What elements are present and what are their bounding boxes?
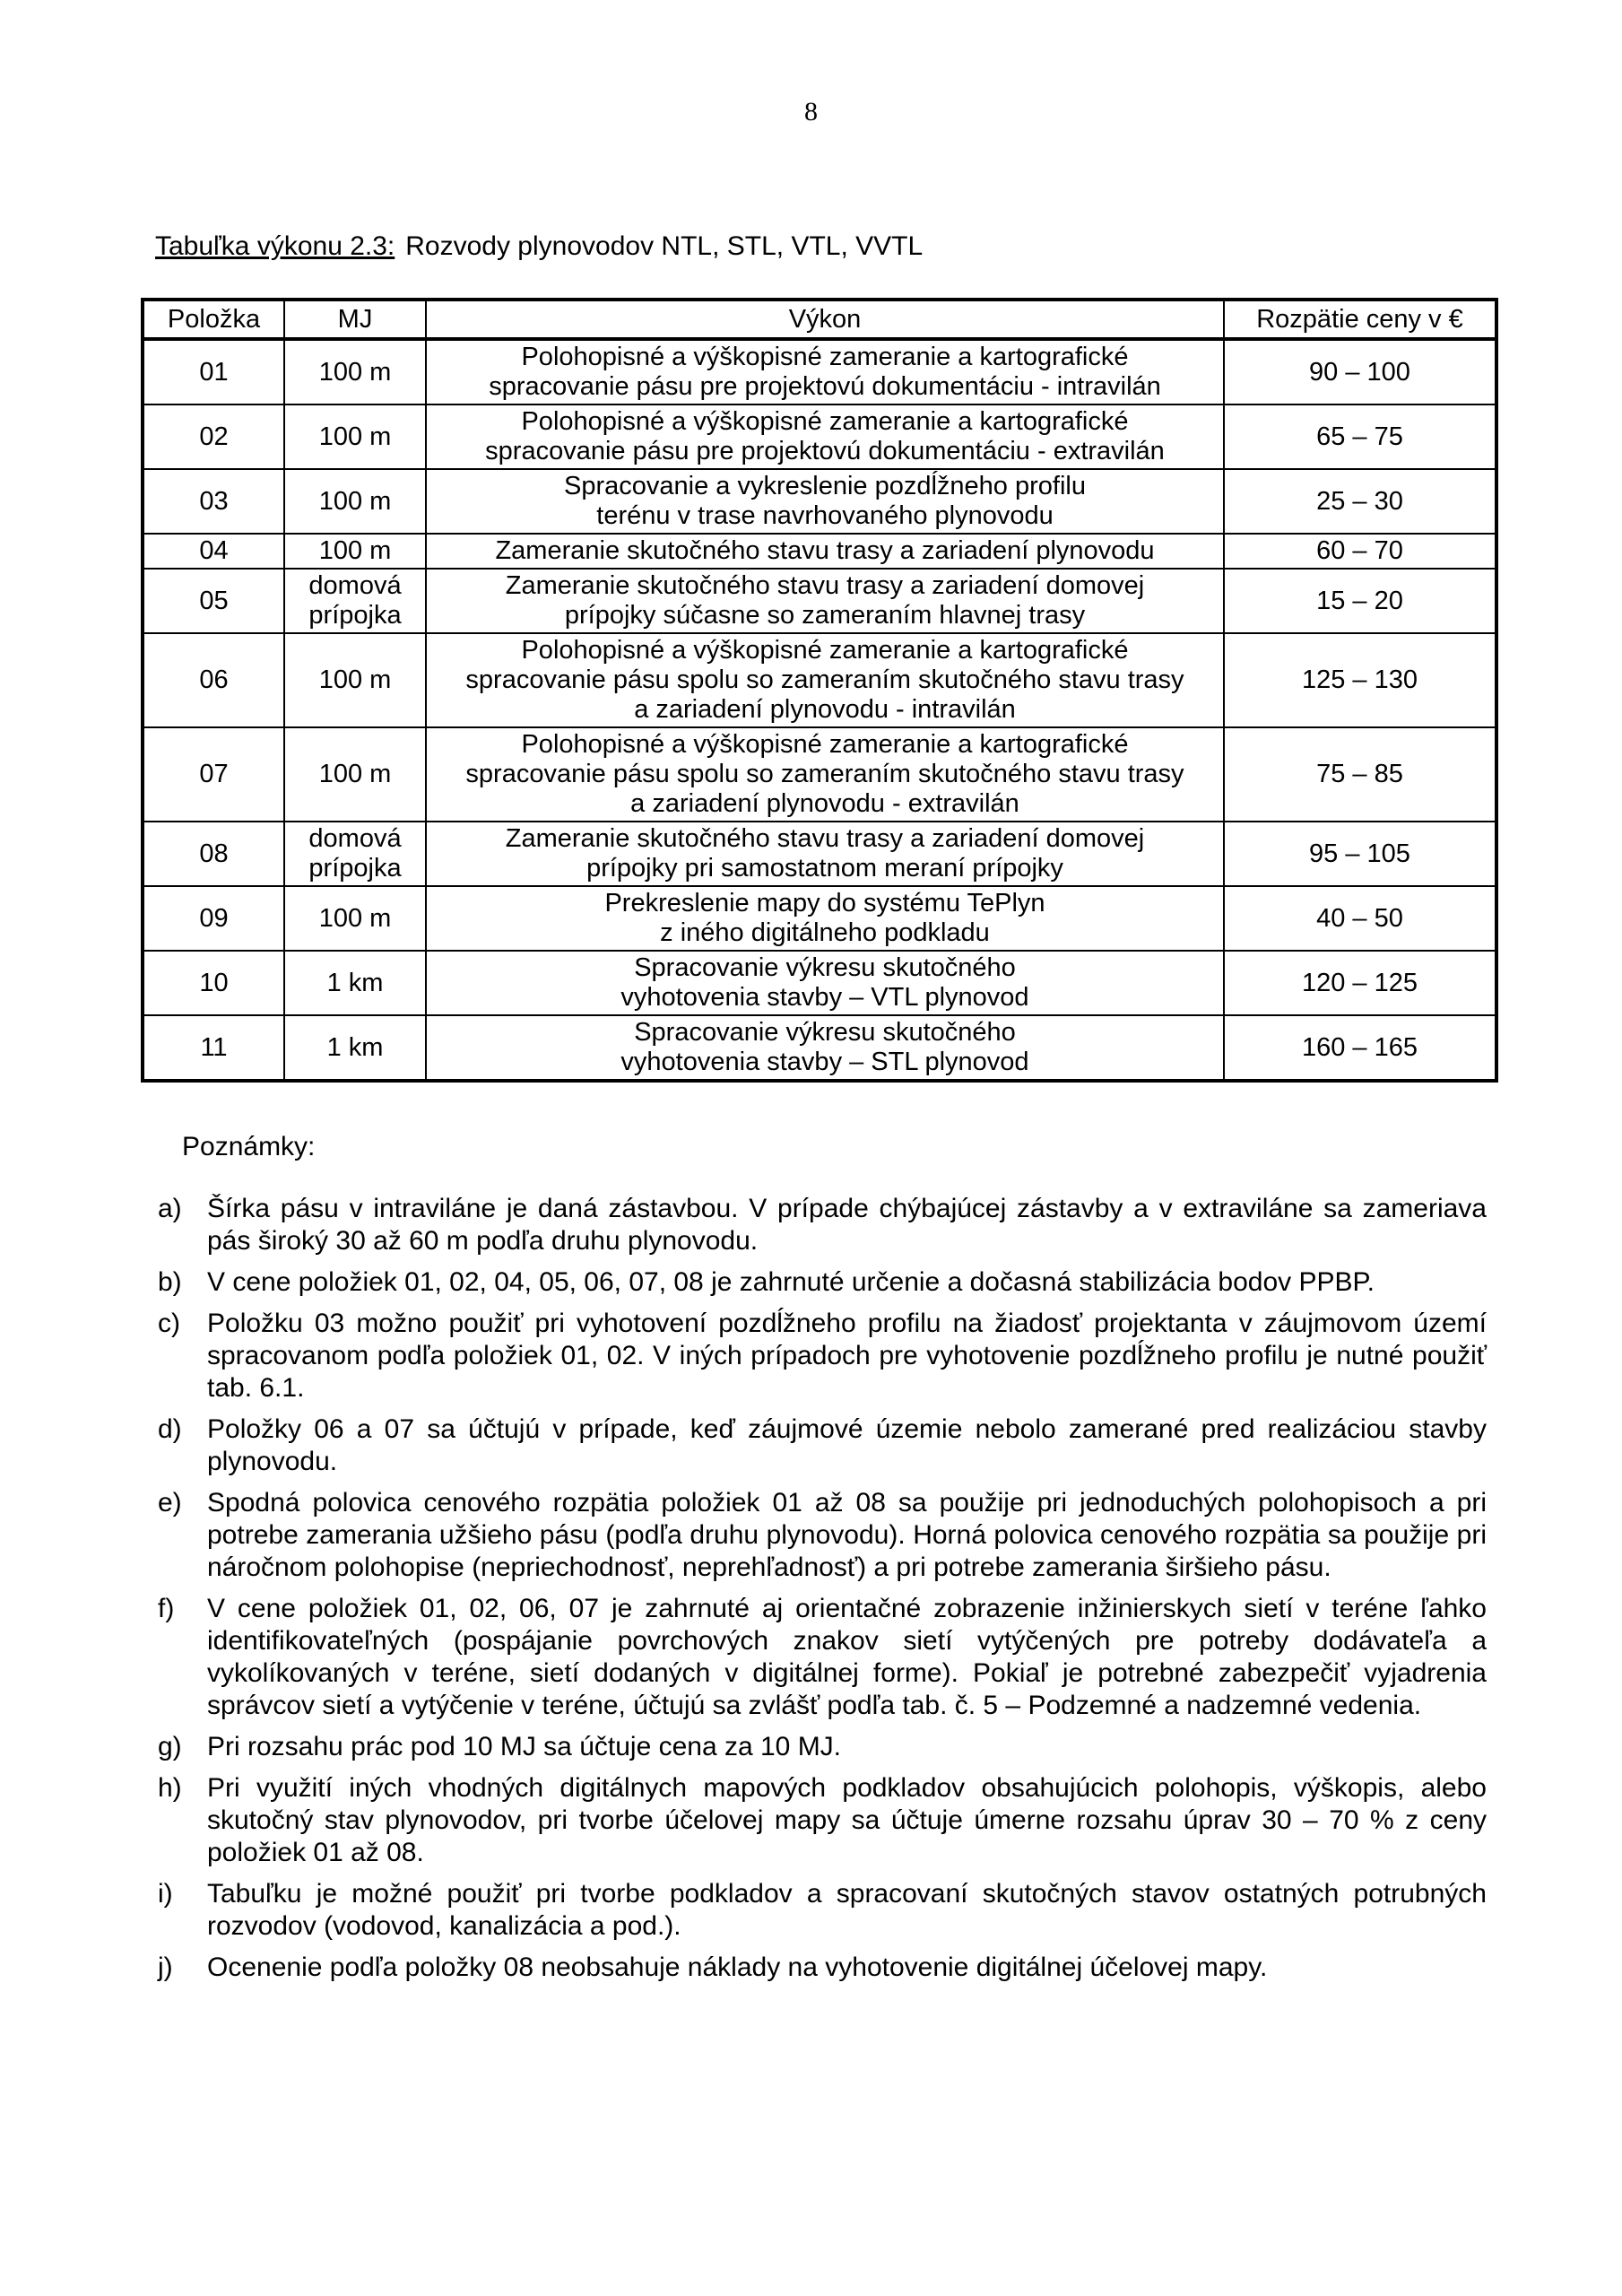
cell-performance-line: terénu v trase navrhovaného plynovodu (596, 501, 1054, 530)
table-row (143, 633, 1496, 727)
cell-unit (284, 534, 426, 569)
cell-performance (426, 727, 1224, 822)
note-text: Šírka pásu v intraviláne je daná zástavbou. V prípade chýbajúcej zástavby a v extraviláne sa zameriava pás široký 30 až 60 m podľa druhu plynovodu. (207, 1194, 1487, 1256)
cell-performance-line: Polohopisné a výškopisné zameranie a kartografické (521, 636, 1129, 665)
cell-item: 10 (143, 951, 284, 1015)
table-row (143, 951, 1496, 1015)
cell-performance-line: spracovanie pásu pre projektovú dokumentáciu - extravilán (485, 437, 1165, 465)
table-caption (155, 231, 923, 262)
table-header-row (143, 300, 1496, 339)
note-marker: a) (158, 1194, 182, 1223)
cell-unit (284, 822, 426, 886)
table-row (143, 886, 1496, 951)
table-row (143, 404, 1496, 469)
cell-performance-line: Polohopisné a výškopisné zameranie a kartografické (521, 343, 1129, 371)
table-row (143, 822, 1496, 886)
cell-unit-line: prípojka (308, 854, 402, 883)
cell-performance-line: Spracovanie a vykreslenie pozdĺžneho profilu (564, 472, 1086, 500)
caption-title: Rozvody plynovodov NTL, STL, VTL, VVTL (405, 231, 924, 261)
cell-performance-line: prípojky pri samostatnom meraní prípojky (586, 854, 1063, 883)
cell-unit-line: 100 m (318, 422, 392, 451)
note-marker: f) (158, 1594, 175, 1623)
table-row (143, 339, 1496, 404)
table-row (143, 569, 1496, 633)
cell-price-range: 95 – 105 (1224, 822, 1496, 886)
note-text: Pri rozsahu prác pod 10 MJ sa účtuje cena za 10 MJ. (207, 1732, 842, 1761)
cell-unit-line: 1 km (326, 1032, 384, 1062)
note-item (158, 1593, 1487, 1722)
cell-unit-line: 100 m (318, 665, 392, 694)
table-body (143, 339, 1496, 1081)
table-row (143, 534, 1496, 569)
cell-unit-line: domová (308, 824, 402, 853)
cell-performance-line: Spracovanie výkresu skutočného (634, 953, 1016, 982)
cell-item: 11 (143, 1015, 284, 1081)
cell-performance (426, 569, 1224, 633)
cell-item: 04 (143, 534, 284, 569)
note-text: V cene položiek 01, 02, 06, 07 je zahrnuté aj orientačné zobrazenie inžinierskych sietí v teréne ľahko identifikovateľných (pospájanie povrchových znakov sietí vytýčených pre potreby dodávateľa a vykolíkovaných v teréne, sietí dodaných v digitálnej forme). Pokiaľ je potrebné zabezpečiť vyjadrenia správcov sietí a vytýčenie v teréne, účtujú sa zvlášť podľa tab. č. 5 – Podzemné a nadzemné vedenia. (207, 1594, 1487, 1720)
cell-performance (426, 633, 1224, 727)
cell-unit (284, 886, 426, 951)
note-item (158, 1878, 1487, 1943)
cell-price-range: 125 – 130 (1224, 633, 1496, 727)
cell-performance-line: spracovanie pásu spolu so zameraním skutočného stavu trasy (465, 665, 1184, 694)
cell-performance (426, 886, 1224, 951)
header-performance: Výkon (426, 300, 1224, 339)
note-item (158, 1413, 1487, 1478)
note-marker: i) (158, 1879, 173, 1909)
note-text: Tabuľku je možné použiť pri tvorbe podkladov a spracovaní skutočných stavov ostatných potrubných rozvodov (vodovod, kanalizácia a pod.). (207, 1879, 1487, 1941)
note-item (158, 1731, 1487, 1763)
note-item (158, 1308, 1487, 1405)
cell-performance-line: z iného digitálneho podkladu (660, 918, 990, 947)
cell-price-range: 15 – 20 (1224, 569, 1496, 633)
cell-unit (284, 469, 426, 534)
performance-table (141, 298, 1498, 1083)
note-item (158, 1193, 1487, 1257)
notes-list (158, 1193, 1487, 1993)
cell-item: 06 (143, 633, 284, 727)
note-item (158, 1266, 1487, 1299)
cell-unit (284, 404, 426, 469)
cell-performance-line: vyhotovenia stavby – VTL plynovod (620, 983, 1029, 1012)
note-marker: j) (158, 1952, 173, 1982)
cell-unit-line: prípojka (308, 601, 402, 630)
cell-unit-line: 100 m (318, 760, 392, 788)
cell-item: 08 (143, 822, 284, 886)
note-item (158, 1487, 1487, 1584)
cell-price-range: 160 – 165 (1224, 1015, 1496, 1081)
note-text: Spodná polovica cenového rozpätia položiek 01 až 08 sa použije pri jednoduchých polohopisoch a pri potrebe zamerania užšieho pásu (podľa druhu plynovodu). Horná polovica cenového rozpätia sa použije pri náročnom polohopise (nepriechodnosť, neprehľadnosť) a pri potrebe zamerania širšieho pásu. (207, 1488, 1487, 1582)
cell-unit-line: 100 m (318, 486, 392, 516)
cell-performance-line: a zariadení plynovodu - intravilán (634, 695, 1016, 724)
note-text: Pri využití iných vhodných digitálnych mapových podkladov obsahujúcich polohopis, výškopis, alebo skutočný stav plynovodov, pri tvorbe účelovej mapy sa účtuje úmerne rozsahu úprav 30 – 70 % z ceny položiek 01 až 08. (207, 1773, 1487, 1867)
note-item (158, 1952, 1487, 1984)
cell-performance-line: a zariadení plynovodu - extravilán (630, 789, 1019, 818)
cell-item: 05 (143, 569, 284, 633)
cell-performance (426, 469, 1224, 534)
note-marker: c) (158, 1309, 180, 1338)
cell-performance (426, 1015, 1224, 1081)
note-text: Položky 06 a 07 sa účtujú v prípade, keď záujmové územie nebolo zamerané pred realizáciou stavby plynovodu. (207, 1414, 1487, 1476)
cell-performance-line: vyhotovenia stavby – STL plynovod (620, 1048, 1029, 1076)
cell-performance-line: Zameranie skutočného stavu trasy a zariadení domovej (505, 571, 1145, 600)
cell-price-range: 40 – 50 (1224, 886, 1496, 951)
cell-unit (284, 633, 426, 727)
note-marker: b) (158, 1267, 182, 1297)
cell-item: 09 (143, 886, 284, 951)
note-item (158, 1772, 1487, 1869)
cell-unit-line: 100 m (318, 903, 392, 933)
cell-performance (426, 951, 1224, 1015)
page-number: 8 (804, 97, 818, 126)
cell-performance (426, 339, 1224, 404)
cell-unit-line: domová (308, 571, 402, 600)
header-price-range: Rozpätie ceny v € (1224, 300, 1496, 339)
cell-unit-line: 100 m (318, 536, 392, 565)
cell-performance-line: spracovanie pásu spolu so zameraním skutočného stavu trasy (465, 760, 1184, 788)
cell-performance-line: prípojky súčasne so zameraním hlavnej trasy (564, 601, 1086, 630)
note-text: Ocenenie podľa položky 08 neobsahuje náklady na vyhotovenie digitálnej účelovej mapy. (207, 1952, 1268, 1982)
cell-performance (426, 404, 1224, 469)
note-text: V cene položiek 01, 02, 04, 05, 06, 07, 08 je zahrnuté určenie a dočasná stabilizácia bodov PPBP. (207, 1267, 1375, 1297)
cell-performance-line: spracovanie pásu pre projektovú dokumentáciu - intravilán (489, 372, 1161, 401)
cell-item: 01 (143, 339, 284, 404)
cell-performance-line: Spracovanie výkresu skutočného (634, 1018, 1016, 1047)
cell-unit-line: 100 m (318, 357, 392, 387)
cell-item: 03 (143, 469, 284, 534)
cell-unit (284, 951, 426, 1015)
cell-performance (426, 534, 1224, 569)
table-row (143, 469, 1496, 534)
note-marker: e) (158, 1488, 182, 1518)
cell-performance-line: Prekreslenie mapy do systému TePlyn (604, 889, 1045, 918)
notes-title: Poznámky: (182, 1132, 316, 1161)
cell-unit (284, 1015, 426, 1081)
cell-price-range: 65 – 75 (1224, 404, 1496, 469)
cell-performance (426, 822, 1224, 886)
cell-price-range: 90 – 100 (1224, 339, 1496, 404)
cell-price-range: 25 – 30 (1224, 469, 1496, 534)
cell-item: 02 (143, 404, 284, 469)
header-item: Položka (143, 300, 284, 339)
note-marker: d) (158, 1414, 182, 1444)
cell-performance-line: Polohopisné a výškopisné zameranie a kartografické (521, 407, 1129, 436)
header-unit: MJ (284, 300, 426, 339)
cell-performance-line: Polohopisné a výškopisné zameranie a kartografické (521, 730, 1129, 759)
note-marker: h) (158, 1773, 182, 1803)
cell-item: 07 (143, 727, 284, 822)
table-row (143, 727, 1496, 822)
cell-price-range: 60 – 70 (1224, 534, 1496, 569)
note-text: Položku 03 možno použiť pri vyhotovení pozdĺžneho profilu na žiadosť projektanta v záujmovom území spracovanom podľa položiek 01, 02. V iných prípadoch pre vyhotovenie pozdĺžneho profilu je nutné použiť tab. 6.1. (207, 1309, 1487, 1403)
cell-price-range: 120 – 125 (1224, 951, 1496, 1015)
cell-performance-line: Zameranie skutočného stavu trasy a zariadení domovej (505, 824, 1145, 853)
note-marker: g) (158, 1732, 182, 1761)
cell-unit (284, 727, 426, 822)
table-row (143, 1015, 1496, 1081)
cell-unit-line: 1 km (326, 968, 384, 997)
cell-price-range: 75 – 85 (1224, 727, 1496, 822)
cell-unit (284, 569, 426, 633)
cell-performance-line: Zameranie skutočného stavu trasy a zariadení plynovodu (495, 536, 1155, 565)
cell-unit (284, 339, 426, 404)
caption-label: Tabuľka výkonu 2.3: (155, 231, 395, 261)
